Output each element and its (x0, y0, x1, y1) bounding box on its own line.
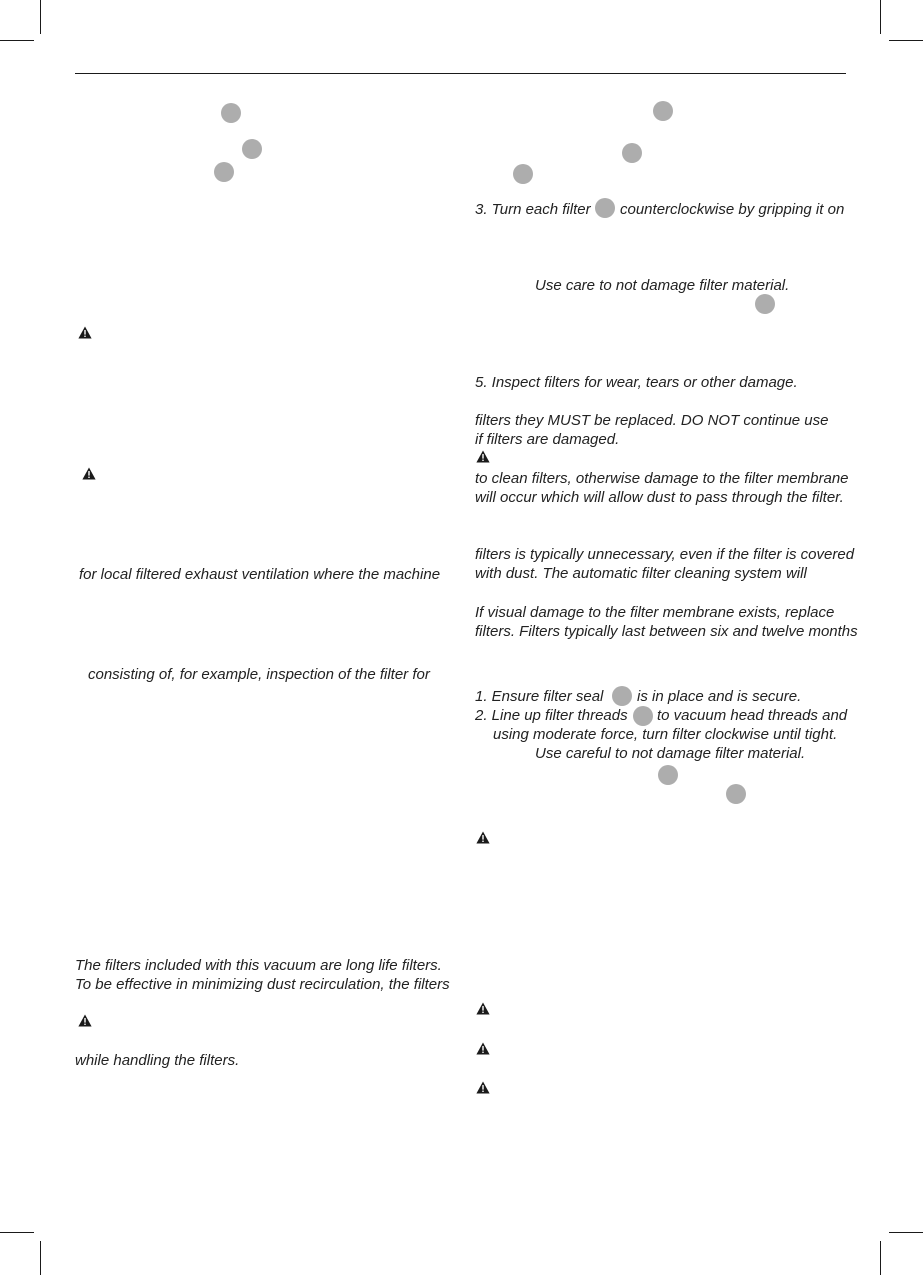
callout-circle-icon (513, 164, 533, 184)
callout-circle-icon (658, 765, 678, 785)
warning-triangle-icon (476, 1042, 490, 1055)
crop-mark (880, 0, 881, 34)
warning-triangle-icon (78, 326, 92, 339)
install-step-1-cont-text: is in place and is secure. (637, 688, 802, 705)
effective-text: To be effective in minimizing dust recirculation, the filters (75, 976, 450, 993)
local-exhaust-text: for local filtered exhaust ventilation where the machine (79, 566, 441, 583)
crop-mark (40, 0, 41, 34)
care-damage-text: Use care to not damage filter material. (535, 277, 790, 294)
header-rule (75, 73, 846, 74)
clean-filters-text: to clean filters, otherwise damage to the filter membrane (475, 470, 849, 487)
dust-pass-text: will occur which will allow dust to pass through the filter. (475, 489, 844, 506)
step-3-cont-text: counterclockwise by gripping it on (620, 201, 845, 218)
callout-circle-icon (633, 706, 653, 726)
callout-circle-icon (653, 101, 673, 121)
step-5-text: 5. Inspect filters for wear, tears or other damage. (475, 374, 798, 391)
if-damaged-text: if filters are damaged. (475, 431, 620, 448)
crop-mark (0, 40, 34, 41)
callout-circle-icon (595, 198, 615, 218)
warning-triangle-icon (78, 1014, 92, 1027)
crop-mark (40, 1241, 41, 1275)
filters-last-text: filters. Filters typically last between six and twelve months (475, 623, 858, 640)
callout-circle-icon (221, 103, 241, 123)
callout-circle-icon (755, 294, 775, 314)
with-dust-text: with dust. The automatic filter cleaning system will (475, 565, 807, 582)
callout-circle-icon (242, 139, 262, 159)
install-step-1-text: 1. Ensure filter seal (475, 688, 604, 705)
callout-circle-icon (612, 686, 632, 706)
callout-circle-icon (214, 162, 234, 182)
crop-mark (880, 1241, 881, 1275)
careful-text: Use careful to not damage filter material. (535, 745, 806, 762)
crop-mark (889, 40, 923, 41)
warning-triangle-icon (476, 1002, 490, 1015)
warning-triangle-icon (476, 450, 490, 463)
must-replace-text: filters they MUST be replaced. DO NOT continue use (475, 412, 829, 429)
install-step-2-force-text: using moderate force, turn filter clockwise until tight. (493, 726, 838, 743)
crop-mark (889, 1232, 923, 1233)
handling-text: while handling the filters. (75, 1052, 240, 1069)
callout-circle-icon (622, 143, 642, 163)
warning-triangle-icon (82, 467, 96, 480)
crop-mark (0, 1232, 34, 1233)
unnecessary-text: filters is typically unnecessary, even if the filter is covered (475, 546, 855, 563)
install-step-2-text: 2. Line up filter threads (475, 707, 628, 724)
warning-triangle-icon (476, 831, 490, 844)
warning-triangle-icon (476, 1081, 490, 1094)
long-life-text: The filters included with this vacuum are long life filters. (75, 957, 442, 974)
visual-damage-text: If visual damage to the filter membrane exists, replace (475, 604, 835, 621)
step-3-text: 3. Turn each filter (475, 201, 591, 218)
callout-circle-icon (726, 784, 746, 804)
maintenance-text: consisting of, for example, inspection of the filter for (88, 666, 430, 683)
install-step-2-cont-text: to vacuum head threads and (657, 707, 848, 724)
